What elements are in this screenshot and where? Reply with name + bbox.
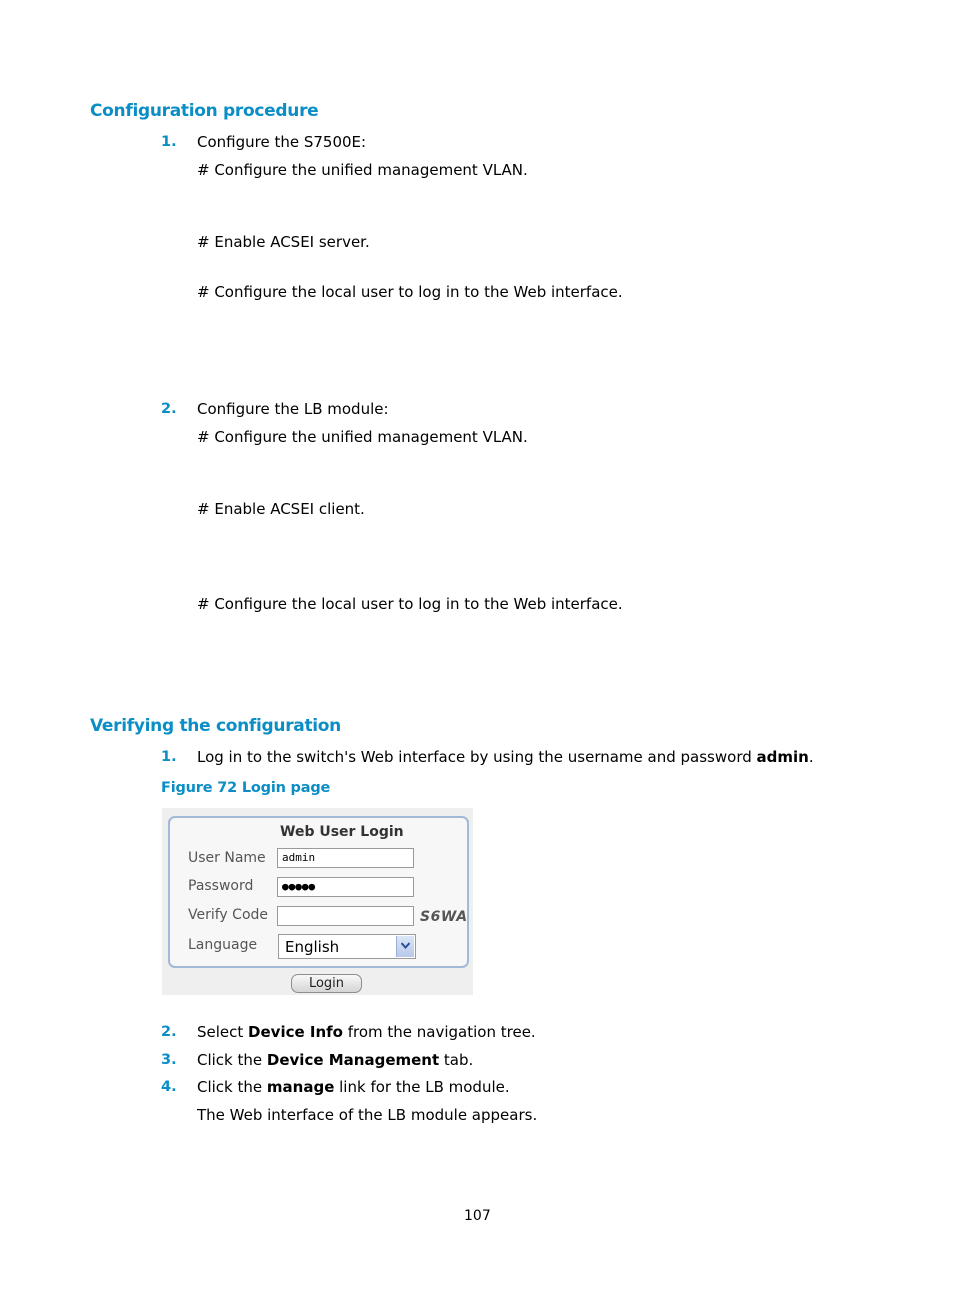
user-name-label: User Name: [188, 850, 266, 866]
password-label: Password: [188, 878, 254, 894]
step-text: Log in to the switch's Web interface by using the username and password admin.: [197, 748, 814, 766]
step-number: 2.: [161, 401, 177, 417]
step-text: Select Device Info from the navigation tree.: [197, 1023, 536, 1041]
step-comment: # Configure the unified management VLAN.: [197, 428, 528, 446]
step-comment: # Configure the local user to log in to the Web interface.: [197, 595, 623, 613]
language-selected-value: English: [285, 938, 340, 956]
step-number: 1.: [161, 134, 177, 150]
user-name-input[interactable]: admin: [277, 848, 414, 868]
step-note: The Web interface of the LB module appears.: [197, 1106, 538, 1124]
section-heading-configuration: Configuration procedure: [90, 101, 319, 121]
step-number: 1.: [161, 749, 177, 765]
step-text: Configure the S7500E:: [197, 133, 367, 151]
step-comment: # Configure the local user to log in to the Web interface.: [197, 283, 623, 301]
step-number: 4.: [161, 1079, 177, 1095]
step-comment: # Enable ACSEI client.: [197, 500, 365, 518]
chevron-down-icon[interactable]: [396, 936, 414, 957]
step-number: 2.: [161, 1024, 177, 1040]
language-select[interactable]: [278, 934, 416, 959]
language-label: Language: [188, 937, 258, 953]
verify-code-input[interactable]: [277, 906, 414, 926]
figure-caption: Figure 72 Login page: [161, 780, 331, 796]
login-button[interactable]: Login: [291, 974, 362, 993]
password-input[interactable]: ●●●●●: [277, 877, 414, 897]
step-text: Click the Device Management tab.: [197, 1051, 474, 1069]
step-comment: # Configure the unified management VLAN.: [197, 161, 528, 179]
verify-code-captcha: S6WA: [420, 909, 468, 925]
step-text: Configure the LB module:: [197, 400, 389, 418]
verify-code-label: Verify Code: [188, 907, 269, 923]
section-heading-verifying: Verifying the configuration: [90, 716, 341, 736]
step-text: Click the manage link for the LB module.: [197, 1078, 510, 1096]
step-number: 3.: [161, 1052, 177, 1068]
page-number: 107: [464, 1208, 491, 1224]
step-comment: # Enable ACSEI server.: [197, 233, 370, 251]
login-title: Web User Login: [280, 824, 404, 840]
